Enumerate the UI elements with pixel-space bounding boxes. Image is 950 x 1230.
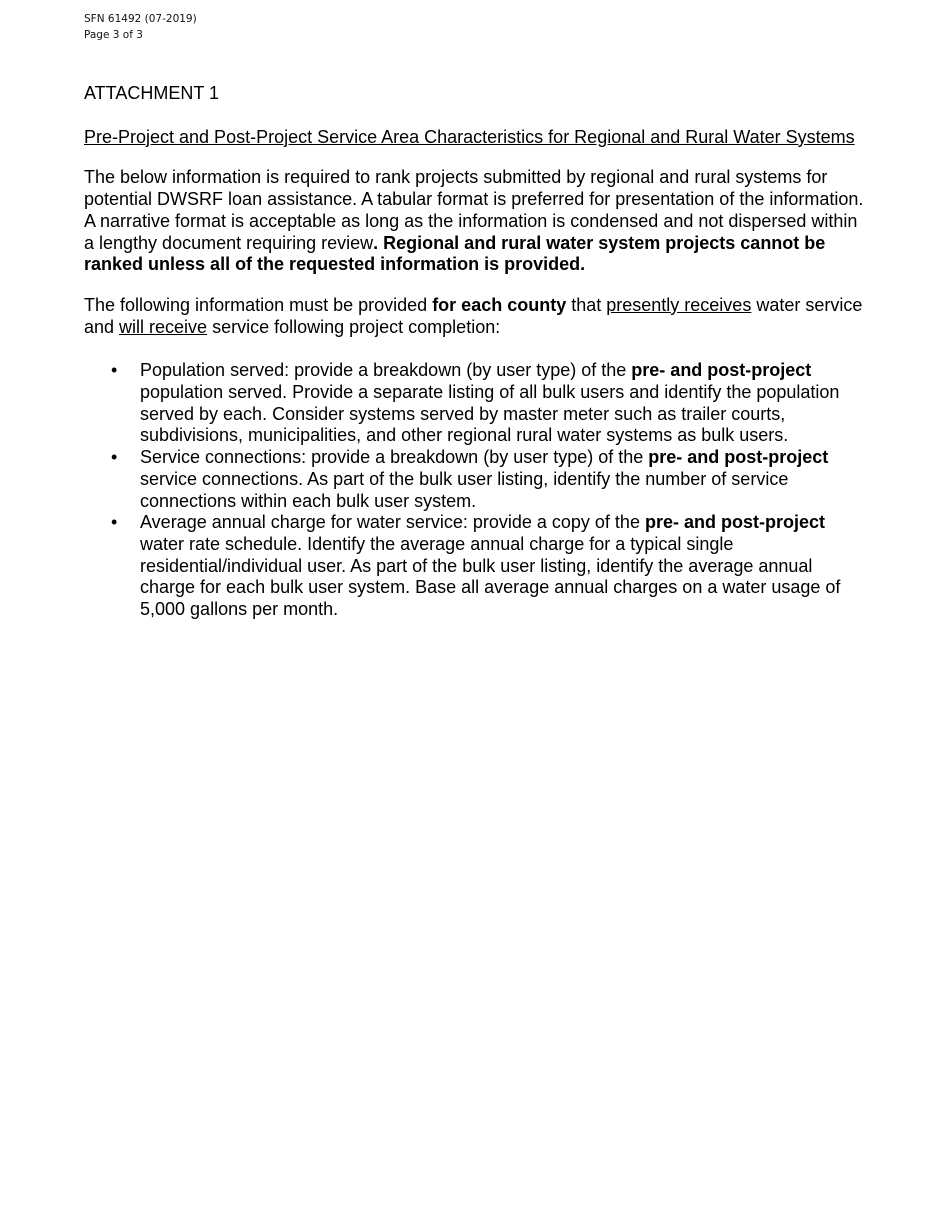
requirement-lead: Average annual charge for water service: provide a copy of the xyxy=(140,512,645,533)
form-header xyxy=(84,11,197,43)
county-text-3: water service and xyxy=(84,294,863,337)
county-text-2: that xyxy=(566,294,607,315)
section-heading: Pre-Project and Post-Project Service Area Characteristics for Regional and Rural Water Systems xyxy=(84,126,855,147)
requirement-emphasis: pre- and post-project xyxy=(631,360,812,381)
requirement-rest: water rate schedule. Identify the average annual charge for a typical single residential/individual user. As part of the bulk user listing, identify the average annual charge for each bulk user system. Base all average annual charges on a water usage of 5,000 gallons per month. xyxy=(140,533,841,620)
bullet-icon: • xyxy=(111,512,118,533)
requirement-population-served xyxy=(84,360,864,447)
requirement-average-annual-charge xyxy=(84,512,864,621)
county-text-4: service following project completion: xyxy=(207,316,501,337)
will-receive-text: will receive xyxy=(119,316,208,337)
requirement-lead: Population served: provide a breakdown (by user type) of the xyxy=(140,360,632,381)
bullet-icon: • xyxy=(111,447,118,468)
document-body xyxy=(84,83,864,621)
attachment-title: ATTACHMENT 1 xyxy=(84,83,220,103)
requirement-rest: population served. Provide a separate listing of all bulk users and identify the population served by each. Consider systems served by master meter such as trailer courts, subdivisions, municipalities, and other regional rural water systems as bulk users. xyxy=(140,382,840,446)
requirement-rest: service connections. As part of the bulk user listing, identify the number of service connections within each bulk user system. xyxy=(140,468,789,511)
county-paragraph xyxy=(84,295,864,338)
presently-receives-text: presently receives xyxy=(606,294,752,315)
county-text-1: The following information must be provided xyxy=(84,294,433,315)
page-number: Page 3 of 3 xyxy=(84,29,143,41)
bullet-icon: • xyxy=(111,360,118,381)
requirement-emphasis: pre- and post-project xyxy=(644,512,825,533)
intro-requirement-note: . Regional and rural water system projects cannot be ranked unless all of the requested information is provided. xyxy=(84,232,826,275)
requirements-list xyxy=(84,360,864,620)
requirement-emphasis: pre- and post-project xyxy=(648,447,829,468)
intro-text: The below information is required to rank projects submitted by regional and rural systems for potential DWSRF loan assistance. A tabular format is preferred for presentation of the information. A narrative format is acceptable as long as the information is condensed and not dispersed within a lengthy document requiring review xyxy=(84,167,864,253)
intro-paragraph xyxy=(84,167,864,276)
county-emphasis: for each county xyxy=(432,294,567,315)
requirement-lead: Service connections: provide a breakdown (by user type) of the xyxy=(140,447,649,468)
requirement-service-connections xyxy=(84,447,864,512)
form-number: SFN 61492 (07-2019) xyxy=(84,13,197,25)
